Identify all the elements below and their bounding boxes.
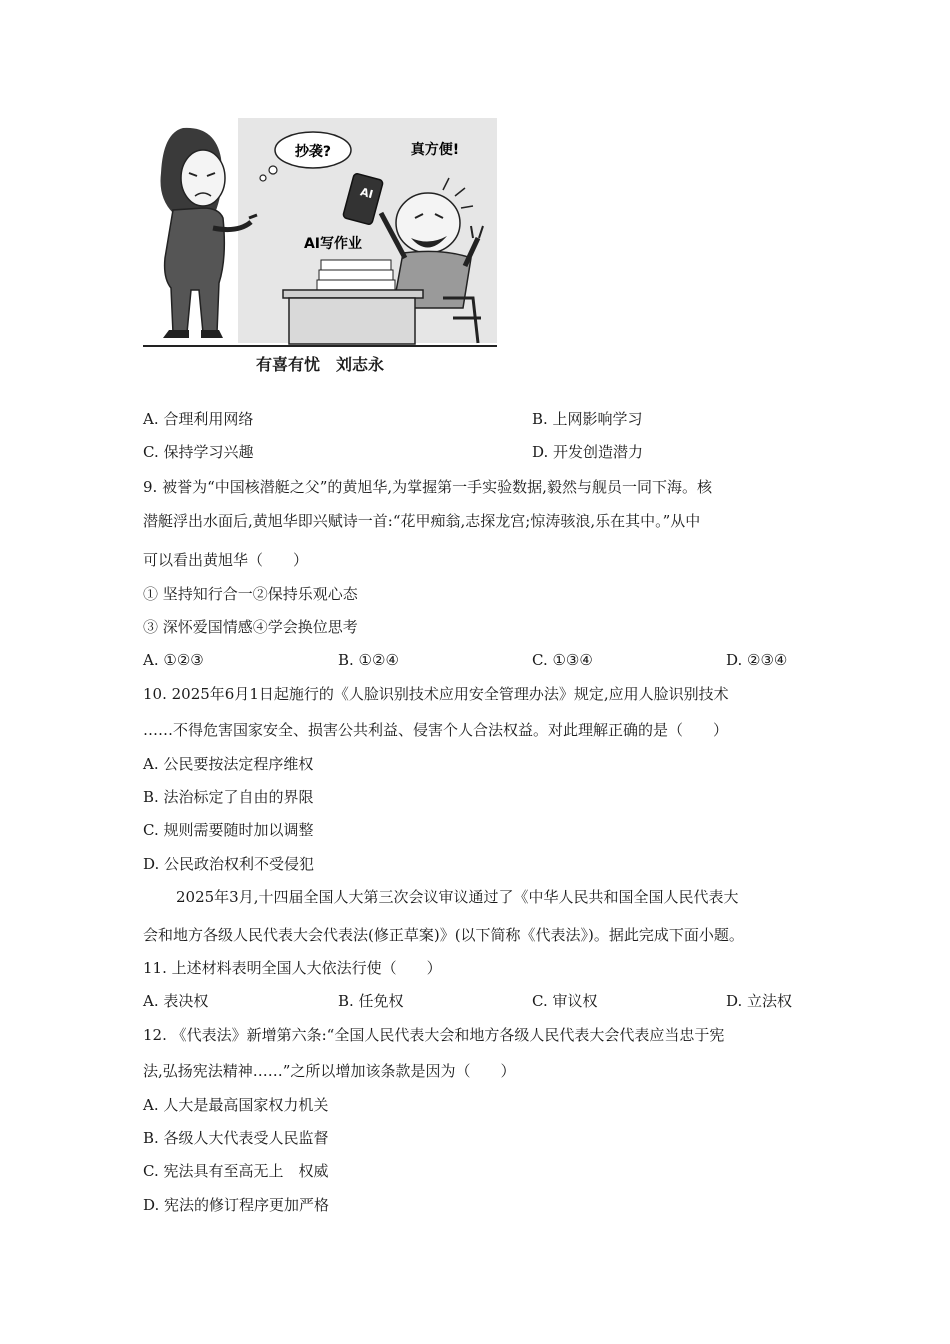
- q11-stem: 11. 上述材料表明全国人大依法行使（ ）: [143, 959, 442, 977]
- bubble-left-text: 抄袭?: [294, 144, 332, 160]
- q9-item-1: ① 坚持知行合一②保持乐观心态: [143, 585, 358, 603]
- q10-option-b: B. 法治标定了自由的界限: [143, 788, 314, 806]
- q9-option-d: D. ②③④: [726, 651, 788, 669]
- q9-stem-line1: 9. 被誉为“中国核潜艇之父”的黄旭华,为掌握第一手实验数据,毅然与舰员一同下海。核: [143, 478, 712, 496]
- q8-option-a: A. 合理利用网络: [143, 410, 254, 428]
- q12-stem-line1: 12. 《代表法》新增第六条:“全国人民代表大会和地方各级人民代表大会代表应当忠于宪: [143, 1026, 725, 1044]
- q8-option-b: B. 上网影响学习: [532, 410, 643, 428]
- q9-option-c: C. ①③④: [532, 651, 593, 669]
- q12-option-a: A. 人大是最高国家权力机关: [143, 1096, 329, 1114]
- q12-option-d: D. 宪法的修订程序更加严格: [143, 1196, 330, 1214]
- q12-stem-line2: 法,弘扬宪法精神……”之所以增加该条款是因为（ ）: [143, 1062, 516, 1080]
- q12-option-c: C. 宪法具有至高无上 权威: [143, 1162, 329, 1180]
- cartoon-illustration: [143, 118, 497, 350]
- svg-text:AI: AI: [358, 185, 375, 202]
- q9-option-a: A. ①②③: [143, 651, 204, 669]
- q10-option-a: A. 公民要按法定程序维权: [143, 755, 314, 773]
- q9-option-b: B. ①②④: [338, 651, 399, 669]
- material-line2: 会和地方各级人民代表大会代表法(修正草案)》(以下简称《代表法》)。据此完成下面小题。: [143, 926, 744, 944]
- q10-stem-line2: ……不得危害国家安全、损害公共利益、侵害个人合法权益。对此理解正确的是（ ）: [143, 721, 729, 739]
- q11-option-d: D. 立法权: [726, 992, 793, 1010]
- q8-option-d: D. 开发创造潜力: [532, 443, 644, 461]
- q11-option-a: A. 表决权: [143, 992, 209, 1010]
- q11-option-c: C. 审议权: [532, 992, 598, 1010]
- q10-option-d: D. 公民政治权利不受侵犯: [143, 855, 315, 873]
- q8-option-c: C. 保持学习兴趣: [143, 443, 254, 461]
- q9-stem-line3: 可以看出黄旭华（ ）: [143, 551, 309, 569]
- q9-stem-line2: 潜艇浮出水面后,黄旭华即兴赋诗一首:“花甲痴翁,志探龙宫;惊涛骇浪,乐在其中。”从中: [143, 512, 701, 530]
- material-line1: 2025年3月,十四届全国人大第三次会议审议通过了《中华人民共和国全国人民代表大: [176, 888, 739, 906]
- bubble-right-text: 真方便!: [410, 142, 460, 158]
- q10-option-c: C. 规则需要随时加以调整: [143, 821, 314, 839]
- desk-label: AI写作业: [303, 236, 363, 252]
- q12-option-b: B. 各级人大代表受人民监督: [143, 1129, 329, 1147]
- q9-item-2: ③ 深怀爱国情感④学会换位思考: [143, 618, 358, 636]
- q11-option-b: B. 任免权: [338, 992, 404, 1010]
- q10-stem-line1: 10. 2025年6月1日起施行的《人脸识别技术应用安全管理办法》规定,应用人脸识别技术: [143, 685, 729, 703]
- cartoon-caption: 有喜有忧 刘志永: [255, 355, 384, 374]
